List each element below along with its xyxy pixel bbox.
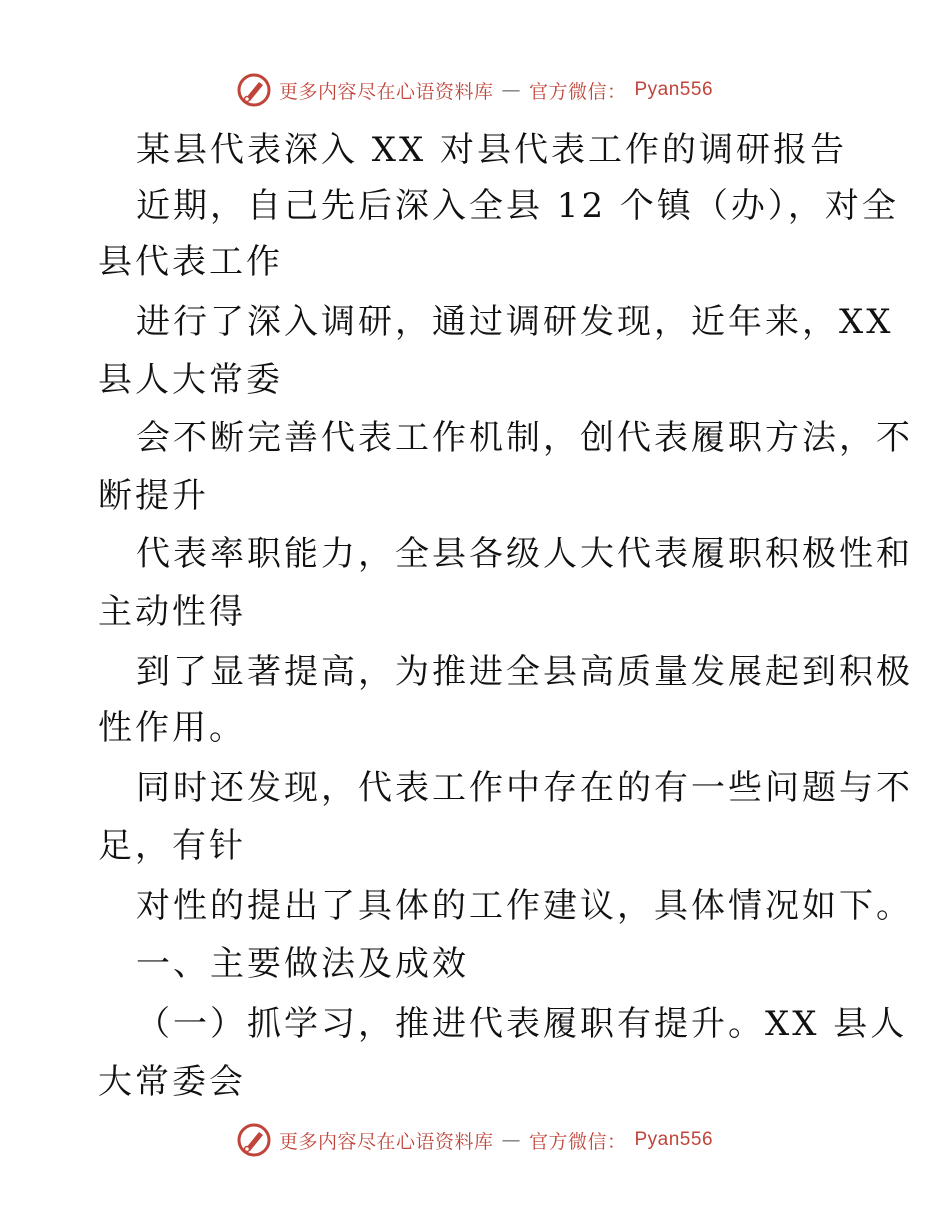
subsection-heading: （一）抓学习，推进代表履职有提升。XX 县人 <box>136 1004 908 1044</box>
paragraph-line: 足，有针 <box>98 826 246 866</box>
paragraph-line: 代表率职能力，全县各级人大代表履职积极性和 <box>136 534 913 574</box>
watermark-text: 更多内容尽在心语资料库 <box>278 1130 494 1153</box>
pen-logo-icon <box>237 73 271 107</box>
watermark-suffix: 官方微信： <box>528 1130 627 1153</box>
pen-logo-icon <box>237 1123 271 1157</box>
document-title: 某县代表深入 XX 对县代表工作的调研报告 <box>136 130 848 170</box>
watermark-id: Pyan556 <box>634 1129 714 1150</box>
paragraph-line: 断提升 <box>98 476 209 516</box>
paragraph-line: 近期，自己先后深入全县 12 个镇（办），对全 <box>136 186 899 226</box>
watermark-separator: — <box>501 1129 521 1151</box>
paragraph-line: 县人大常委 <box>98 360 283 400</box>
paragraph-line: 县代表工作 <box>98 242 283 282</box>
paragraph-line: 主动性得 <box>98 592 246 632</box>
watermark-separator: — <box>501 79 521 101</box>
paragraph-line: 进行了深入调研，通过调研发现，近年来，XX <box>136 302 894 342</box>
section-heading: 一、主要做法及成效 <box>136 944 469 984</box>
header-watermark <box>0 72 950 108</box>
watermark-id: Pyan556 <box>634 79 714 100</box>
paragraph-line: 对性的提出了具体的工作建议，具体情况如下。 <box>136 886 913 926</box>
paragraph-line: 大常委会 <box>98 1062 246 1102</box>
watermark-suffix: 官方微信： <box>528 80 627 103</box>
paragraph-line: 同时还发现，代表工作中存在的有一些问题与不 <box>136 768 913 808</box>
footer-watermark <box>0 1122 950 1158</box>
paragraph-line: 到了显著提高，为推进全县高质量发展起到积极 <box>136 652 913 692</box>
paragraph-line: 性作用。 <box>98 708 246 748</box>
watermark-text: 更多内容尽在心语资料库 <box>278 80 494 103</box>
paragraph-line: 会不断完善代表工作机制，创代表履职方法，不 <box>136 418 913 458</box>
